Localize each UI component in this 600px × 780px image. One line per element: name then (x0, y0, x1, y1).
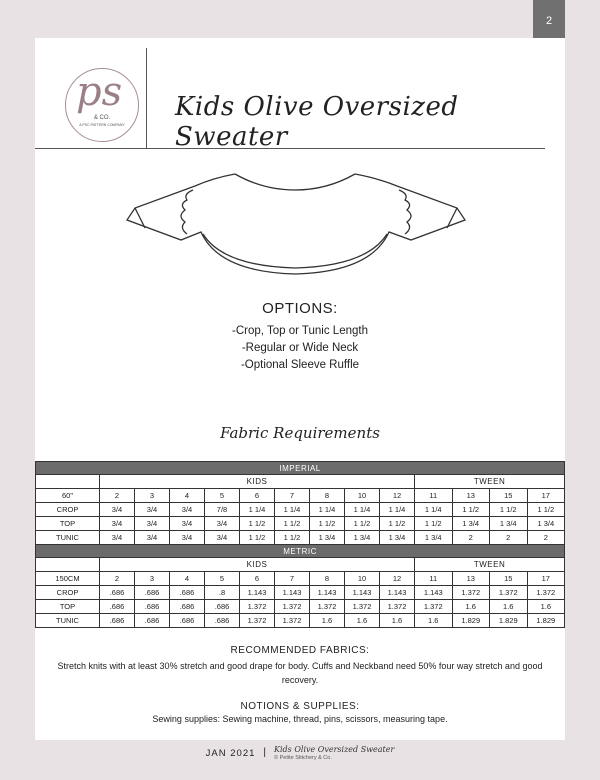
yardage-cell: 3/4 (135, 503, 170, 517)
yardage-cell: 1 1/2 (310, 517, 345, 531)
table-row (36, 586, 565, 600)
yardage-cell: 2 (452, 531, 490, 545)
size-header: 11 (415, 489, 453, 503)
footer-copyright: © Petite Stitchery & Co. (274, 755, 332, 761)
yardage-cell: 1.372 (345, 600, 380, 614)
length-label: CROP (36, 586, 100, 600)
empty-cell (36, 558, 100, 572)
recommended-fabrics-text: Stretch knits with at least 30% stretch and good drape for body. Cuffs and Neckband need 50% four way stretch and good recovery. (57, 661, 543, 685)
yardage-cell: .686 (205, 614, 240, 628)
yardage-cell: 1 1/4 (345, 503, 380, 517)
size-header: 5 (205, 572, 240, 586)
size-header: 11 (415, 572, 453, 586)
logo-subtitle: A PSC PATTERN COMPANY (79, 123, 125, 127)
yardage-cell: 1 3/4 (490, 517, 528, 531)
yardage-cell: .686 (170, 614, 205, 628)
yardage-cell: 3/4 (135, 531, 170, 545)
size-header: 8 (310, 489, 345, 503)
yardage-cell: 1.372 (275, 600, 310, 614)
tween-group-label: TWEEN (415, 475, 565, 489)
yardage-cell: .686 (135, 600, 170, 614)
yardage-cell: 1 3/4 (310, 531, 345, 545)
size-header: 2 (100, 489, 135, 503)
kids-group-label: KIDS (100, 475, 415, 489)
metric-label: METRIC (36, 545, 565, 558)
yardage-cell: 1.143 (275, 586, 310, 600)
footer-brand (274, 745, 394, 761)
metric-band (36, 545, 565, 558)
yardage-cell: 1.372 (452, 586, 490, 600)
size-header: 3 (135, 572, 170, 586)
yardage-cell: 1.6 (527, 600, 565, 614)
yardage-cell: 1.372 (240, 614, 275, 628)
yardage-cell: 1.829 (490, 614, 528, 628)
yardage-cell: 1.6 (490, 600, 528, 614)
fabric-width-label: 150CM (36, 572, 100, 586)
yardage-cell: 1 1/4 (380, 503, 415, 517)
tween-group-label: TWEEN (415, 558, 565, 572)
size-header: 5 (205, 489, 240, 503)
yardage-cell: 1.6 (345, 614, 380, 628)
size-header: 17 (527, 489, 565, 503)
yardage-cell: 1 1/2 (275, 517, 310, 531)
yardage-cell: 1.372 (240, 600, 275, 614)
table-row (36, 600, 565, 614)
size-header: 17 (527, 572, 565, 586)
page-number: 2 (545, 15, 553, 27)
size-header: 3 (135, 489, 170, 503)
yardage-cell: 1 1/4 (415, 503, 453, 517)
yardage-cell: 1 1/2 (415, 517, 453, 531)
metric-group-row (36, 558, 565, 572)
yardage-cell: 1 3/4 (415, 531, 453, 545)
table-row (36, 517, 565, 531)
yardage-cell: 1 1/2 (452, 503, 490, 517)
yardage-cell: 1 1/2 (240, 531, 275, 545)
yardage-cell: 3/4 (205, 517, 240, 531)
yardage-cell: 3/4 (205, 531, 240, 545)
yardage-cell: .8 (205, 586, 240, 600)
yardage-cell: 1.6 (415, 614, 453, 628)
sweater-flat-sketch-icon (123, 168, 469, 278)
yardage-cell: 2 (490, 531, 528, 545)
size-header: 10 (345, 572, 380, 586)
logo-co: & CO. (93, 115, 111, 121)
option-item: -Regular or Wide Neck (241, 342, 359, 354)
yardage-cell: 1.143 (240, 586, 275, 600)
yardage-cell: 1.829 (527, 614, 565, 628)
size-header: 8 (310, 572, 345, 586)
yardage-cell: 3/4 (100, 517, 135, 531)
footer-title: Kids Olive Oversized Sweater (274, 745, 395, 754)
yardage-cell: .686 (100, 586, 135, 600)
yardage-cell: 1.6 (380, 614, 415, 628)
yardage-cell: .686 (170, 586, 205, 600)
yardage-cell: 1 3/4 (380, 531, 415, 545)
recommended-fabrics-heading: RECOMMENDED FABRICS: (230, 645, 370, 656)
size-header: 6 (240, 489, 275, 503)
size-header: 13 (452, 572, 490, 586)
size-header: 15 (490, 489, 528, 503)
empty-cell (36, 475, 100, 489)
length-label: TUNIC (36, 614, 100, 628)
yardage-cell: 1.143 (380, 586, 415, 600)
imperial-size-row (36, 489, 565, 503)
yardage-cell: 1.6 (310, 614, 345, 628)
yardage-cell: 1 1/2 (380, 517, 415, 531)
footer (0, 745, 600, 761)
yardage-cell: 1.143 (345, 586, 380, 600)
yardage-cell: 1.372 (415, 600, 453, 614)
yardage-cell: 3/4 (135, 517, 170, 531)
header (35, 48, 545, 152)
yardage-cell: 3/4 (170, 531, 205, 545)
notions-text: Sewing supplies: Sewing machine, thread, pins, scissors, measuring tape. (152, 714, 448, 724)
yardage-cell: 3/4 (100, 531, 135, 545)
options-heading: OPTIONS: (262, 300, 338, 317)
yardage-cell: .686 (170, 600, 205, 614)
option-item: -Crop, Top or Tunic Length (232, 325, 368, 337)
size-header: 13 (452, 489, 490, 503)
footer-date: JAN 2021 (205, 748, 256, 759)
size-header: 15 (490, 572, 528, 586)
imperial-label: IMPERIAL (36, 462, 565, 475)
yardage-cell: 1 1/2 (275, 531, 310, 545)
yardage-cell: 1 1/4 (240, 503, 275, 517)
pattern-title: Kids Olive Oversized Sweater (175, 92, 459, 152)
pattern-page (35, 38, 565, 740)
size-header: 12 (380, 489, 415, 503)
table-row (36, 614, 565, 628)
fabric-requirements-title: Fabric Requirements (220, 424, 380, 442)
yardage-cell: 1 1/4 (310, 503, 345, 517)
length-label: CROP (36, 503, 100, 517)
length-label: TOP (36, 517, 100, 531)
size-header: 4 (170, 489, 205, 503)
yardage-cell: 1 1/2 (490, 503, 528, 517)
yardage-cell: 1 3/4 (452, 517, 490, 531)
yardage-cell: 1 1/2 (240, 517, 275, 531)
size-header: 2 (100, 572, 135, 586)
size-header: 10 (345, 489, 380, 503)
yardage-cell: 1 1/4 (275, 503, 310, 517)
yardage-cell: 1 3/4 (527, 517, 565, 531)
yardage-cell: 1.372 (275, 614, 310, 628)
yardage-cell: .686 (135, 586, 170, 600)
size-header: 7 (275, 489, 310, 503)
yardage-cell: 1.372 (310, 600, 345, 614)
size-header: 12 (380, 572, 415, 586)
size-header: 7 (275, 572, 310, 586)
yardage-cell: 1.143 (310, 586, 345, 600)
yardage-cell: 1 1/2 (345, 517, 380, 531)
yardage-cell: 1.372 (527, 586, 565, 600)
length-label: TUNIC (36, 531, 100, 545)
yardage-cell: 1.372 (490, 586, 528, 600)
yardage-cell: 1.143 (415, 586, 453, 600)
yardage-cell: 1.372 (380, 600, 415, 614)
brand-logo (65, 68, 139, 142)
notions-heading: NOTIONS & SUPPLIES: (240, 701, 360, 712)
footer-separator: | (263, 747, 267, 758)
yardage-cell: 1.829 (452, 614, 490, 628)
yardage-cell: 3/4 (170, 503, 205, 517)
yardage-cell: 1 1/2 (527, 503, 565, 517)
page-number-tab (533, 0, 565, 42)
imperial-group-row (36, 475, 565, 489)
yardage-cell: .686 (100, 600, 135, 614)
table-row (36, 503, 565, 517)
yardage-cell: .686 (135, 614, 170, 628)
fabric-requirements-table (35, 461, 565, 628)
imperial-band (36, 462, 565, 475)
size-header: 4 (170, 572, 205, 586)
metric-size-row (36, 572, 565, 586)
yardage-cell: 3/4 (100, 503, 135, 517)
yardage-cell: .686 (100, 614, 135, 628)
option-item: -Optional Sleeve Ruffle (240, 359, 360, 371)
yardage-cell: 3/4 (170, 517, 205, 531)
yardage-cell: 2 (527, 531, 565, 545)
yardage-cell: .686 (205, 600, 240, 614)
yardage-cell: 1 3/4 (345, 531, 380, 545)
logo-mark: ps (76, 69, 123, 115)
header-divider (146, 48, 147, 148)
size-header: 6 (240, 572, 275, 586)
table-row (36, 531, 565, 545)
length-label: TOP (36, 600, 100, 614)
kids-group-label: KIDS (100, 558, 415, 572)
fabric-width-label: 60" (36, 489, 100, 503)
yardage-cell: 7/8 (205, 503, 240, 517)
options-list (35, 323, 565, 374)
yardage-cell: 1.6 (452, 600, 490, 614)
